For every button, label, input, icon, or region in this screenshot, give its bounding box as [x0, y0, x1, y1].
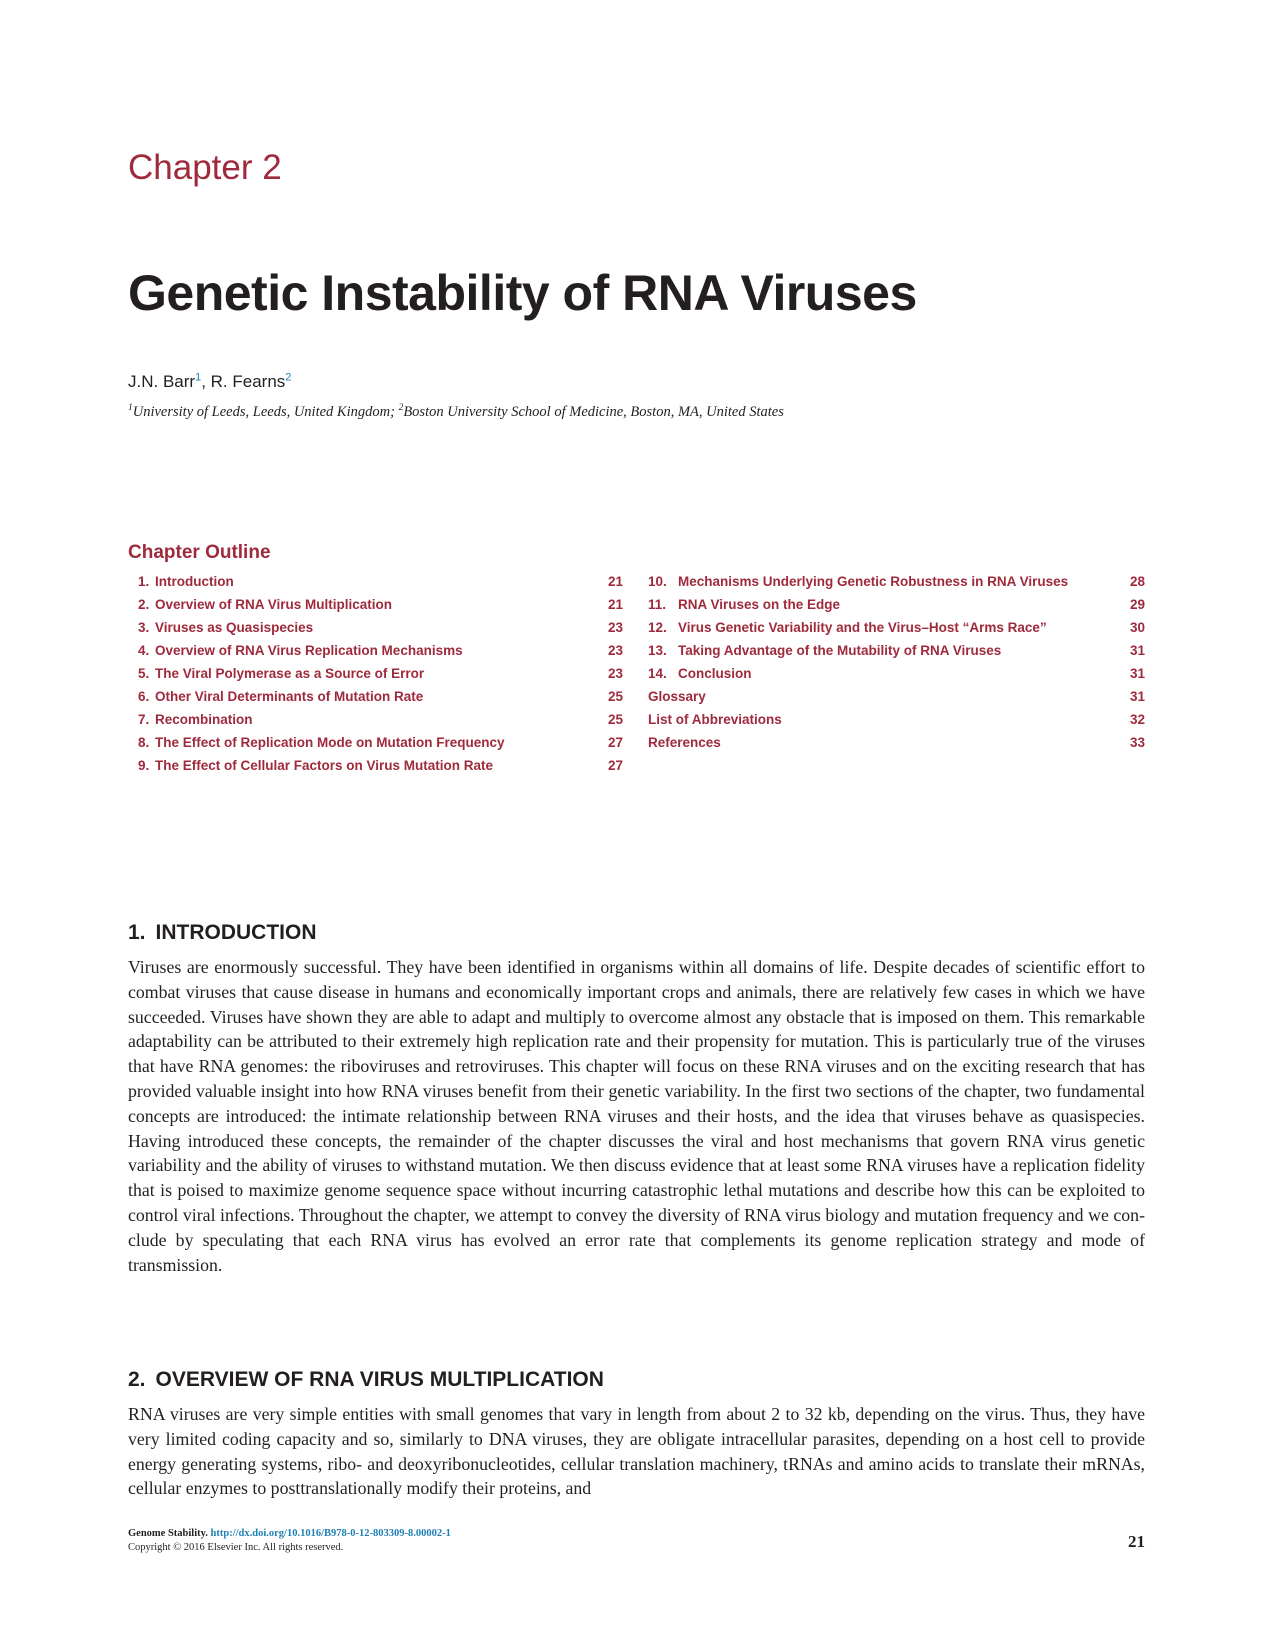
outline-item-number: 9. — [138, 758, 150, 773]
outline-item-title[interactable]: Conclusion — [678, 666, 752, 681]
outline-item[interactable] — [648, 593, 1145, 616]
outline-item-number: 6. — [138, 689, 150, 704]
outline-item-number: 12. — [648, 620, 667, 635]
outline-item-number: 14. — [648, 666, 667, 681]
section-title: OVERVIEW OF RNA VIRUS MULTIPLICATION — [155, 1368, 604, 1391]
outline-item-title[interactable]: Viruses as Quasispecies — [155, 620, 314, 635]
outline-item-page: 25 — [607, 689, 623, 704]
outline-item-title[interactable]: Recombination — [155, 712, 253, 727]
outline-item-title[interactable]: RNA Viruses on the Edge — [678, 597, 841, 612]
outline-item-title[interactable]: Other Viral Determinants of Mutation Rate — [155, 689, 424, 704]
chapter-outline-left-column — [138, 570, 623, 777]
outline-item-title[interactable]: List of Abbreviations — [648, 712, 782, 727]
section-heading — [128, 1369, 604, 1390]
outline-item-title[interactable]: Overview of RNA Virus Replication Mechanisms — [155, 643, 463, 658]
affiliation-text: Boston University School of Medicine, Boston, MA, United States — [403, 404, 784, 420]
outline-item[interactable] — [648, 708, 1145, 731]
outline-item-title[interactable]: The Effect of Cellular Factors on Virus Mutation Rate — [155, 758, 494, 773]
outline-item[interactable] — [138, 731, 623, 754]
outline-item-title[interactable]: Virus Genetic Variability and the Virus–Host “Arms Race” — [678, 620, 1047, 635]
chapter-outline-right-column — [648, 570, 1145, 754]
outline-item-number: 3. — [138, 620, 150, 635]
outline-item[interactable] — [648, 616, 1145, 639]
outline-item-title[interactable]: Glossary — [648, 689, 706, 704]
outline-item[interactable] — [648, 570, 1145, 593]
outline-item-page: 27 — [607, 758, 623, 773]
affiliation-text: University of Leeds, Leeds, United Kingdom; — [132, 404, 399, 420]
outline-item-title[interactable]: Overview of RNA Virus Multiplication — [155, 597, 393, 612]
outline-item[interactable] — [138, 616, 623, 639]
doi-link[interactable]: http://dx.doi.org/10.1016/B978-0-12-803309-8.00002-1 — [210, 1528, 451, 1539]
outline-item-number: 11. — [648, 597, 667, 612]
outline-item[interactable] — [138, 639, 623, 662]
outline-item-page: 23 — [607, 620, 623, 635]
section-body-paragraph: Viruses are enormously successful. They have been identified in organisms within all domains of life. Despite decades of scientific effort to combat viruses that cause disease in humans and economically important crops and animals, there are relatively few cases in which we have succeeded. Viruses have shown they are able to adapt and multiply to overcome almost any obstacle that is imposed on them. This remarkable adaptability can be attributed to their extremely high replication rate and their propensity for mutation. This is particularly true of the viruses that have RNA genomes: the riboviruses and retroviruses. This chapter will focus on these RNA viruses and on the exciting research that has provided valuable insight into how RNA viruses benefit from their genetic variability. In the first two sections of the chapter, two fundamental concepts are introduced: the intimate relationship between RNA viruses and their hosts, and the idea that viruses behave as quasispecies. Having introduced these concepts, the remainder of the chapter discusses the viral and host mechanisms that govern RNA virus genetic variability and the ability of viruses to withstand mutation. We then discuss evidence that at least some RNA viruses have a replication fidelity that is poised to maximize genome sequence space without incurring catastrophic lethal mutations and describe how this can be exploited to control viral infections. Throughout the chapter, we attempt to convey the diversity of RNA virus biology and mutation frequency and we conclude by speculating that each RNA virus has evolved an error rate that complements its genome replication strategy and mode of transmission. — [128, 957, 1145, 1275]
outline-item-number: 13. — [648, 643, 667, 658]
author-name: R. Fearns — [210, 372, 286, 391]
outline-item-page: 23 — [607, 643, 623, 658]
outline-item-page: 32 — [1129, 712, 1145, 727]
outline-item-page: 23 — [607, 666, 623, 681]
outline-item[interactable] — [648, 685, 1145, 708]
outline-item-title[interactable]: The Effect of Replication Mode on Mutation Frequency — [155, 735, 505, 750]
outline-item-number: 2. — [138, 597, 150, 612]
outline-item-title[interactable]: The Viral Polymerase as a Source of Error — [155, 666, 425, 681]
outline-item-number: 4. — [138, 643, 150, 658]
outline-item-number: 8. — [138, 735, 150, 750]
section-number: 1. — [128, 921, 146, 944]
outline-item-page: 31 — [1129, 689, 1145, 704]
author-separator: , — [201, 372, 211, 391]
outline-item-number: 5. — [138, 666, 150, 681]
outline-item-number: 7. — [138, 712, 150, 727]
outline-item-title[interactable]: Taking Advantage of the Mutability of RNA Viruses — [678, 643, 1002, 658]
section-title: INTRODUCTION — [155, 921, 317, 944]
chapter-label: Chapter 2 — [128, 148, 282, 187]
outline-item[interactable] — [648, 731, 1145, 754]
affiliations — [128, 405, 784, 420]
page-footer — [128, 1527, 451, 1555]
outline-item[interactable] — [648, 662, 1145, 685]
outline-item[interactable] — [138, 754, 623, 777]
outline-item-page: 31 — [1129, 666, 1145, 681]
outline-item-page: 21 — [607, 574, 623, 589]
chapter-outline-heading: Chapter Outline — [128, 542, 271, 563]
section-body-paragraph: RNA viruses are very simple entities with small genomes that vary in length from about 2 to 32 kb, depending on the virus. Thus, they have very limited coding capacity and so, similarly to DNA viruses, they are obligate intracellular parasites, depending on a host cell to provide energy generating systems, ribo- and deoxyribonucleotides, cellular translation machinery, tRNAs and amino acids to translate their mRNAs, cellular enzymes to posttranslationally modify their proteins, and — [128, 1404, 1145, 1499]
outline-item[interactable] — [648, 639, 1145, 662]
footer-copyright: Copyright © 2016 Elsevier Inc. All rights reserved. — [128, 1542, 344, 1553]
author-affiliation-marker[interactable]: 2 — [285, 371, 292, 384]
page-number: 21 — [1128, 1532, 1145, 1551]
outline-item[interactable] — [138, 685, 623, 708]
outline-item[interactable] — [138, 708, 623, 731]
outline-item-page: 27 — [607, 735, 623, 750]
outline-item-page: 28 — [1129, 574, 1145, 589]
outline-item[interactable] — [138, 570, 623, 593]
affiliation-marker: 1 — [128, 403, 133, 414]
affiliation-marker: 2 — [398, 403, 404, 414]
author-name: J.N. Barr — [128, 372, 196, 391]
outline-item-title[interactable]: References — [648, 735, 721, 750]
outline-item-page: 33 — [1129, 735, 1145, 750]
chapter-title: Genetic Instability of RNA Viruses — [128, 265, 917, 321]
outline-item-number: 1. — [138, 574, 150, 589]
outline-item-number: 10. — [648, 574, 667, 589]
footer-citation — [128, 1527, 451, 1541]
outline-item-page: 31 — [1129, 643, 1145, 658]
section-heading — [128, 922, 317, 943]
section-number: 2. — [128, 1368, 146, 1391]
outline-item-title[interactable]: Mechanisms Underlying Genetic Robustness in RNA Viruses — [678, 574, 1069, 589]
outline-item-title[interactable]: Introduction — [155, 574, 234, 589]
author-affiliation-marker[interactable]: 1 — [195, 371, 202, 384]
outline-item[interactable] — [138, 662, 623, 685]
outline-item[interactable] — [138, 593, 623, 616]
author-list — [128, 373, 291, 390]
outline-item-page: 21 — [607, 597, 623, 612]
outline-item-page: 25 — [607, 712, 623, 727]
outline-item-page: 29 — [1129, 597, 1145, 612]
footer-book-title: Genome Stability. — [128, 1528, 208, 1539]
outline-item-page: 30 — [1129, 620, 1145, 635]
